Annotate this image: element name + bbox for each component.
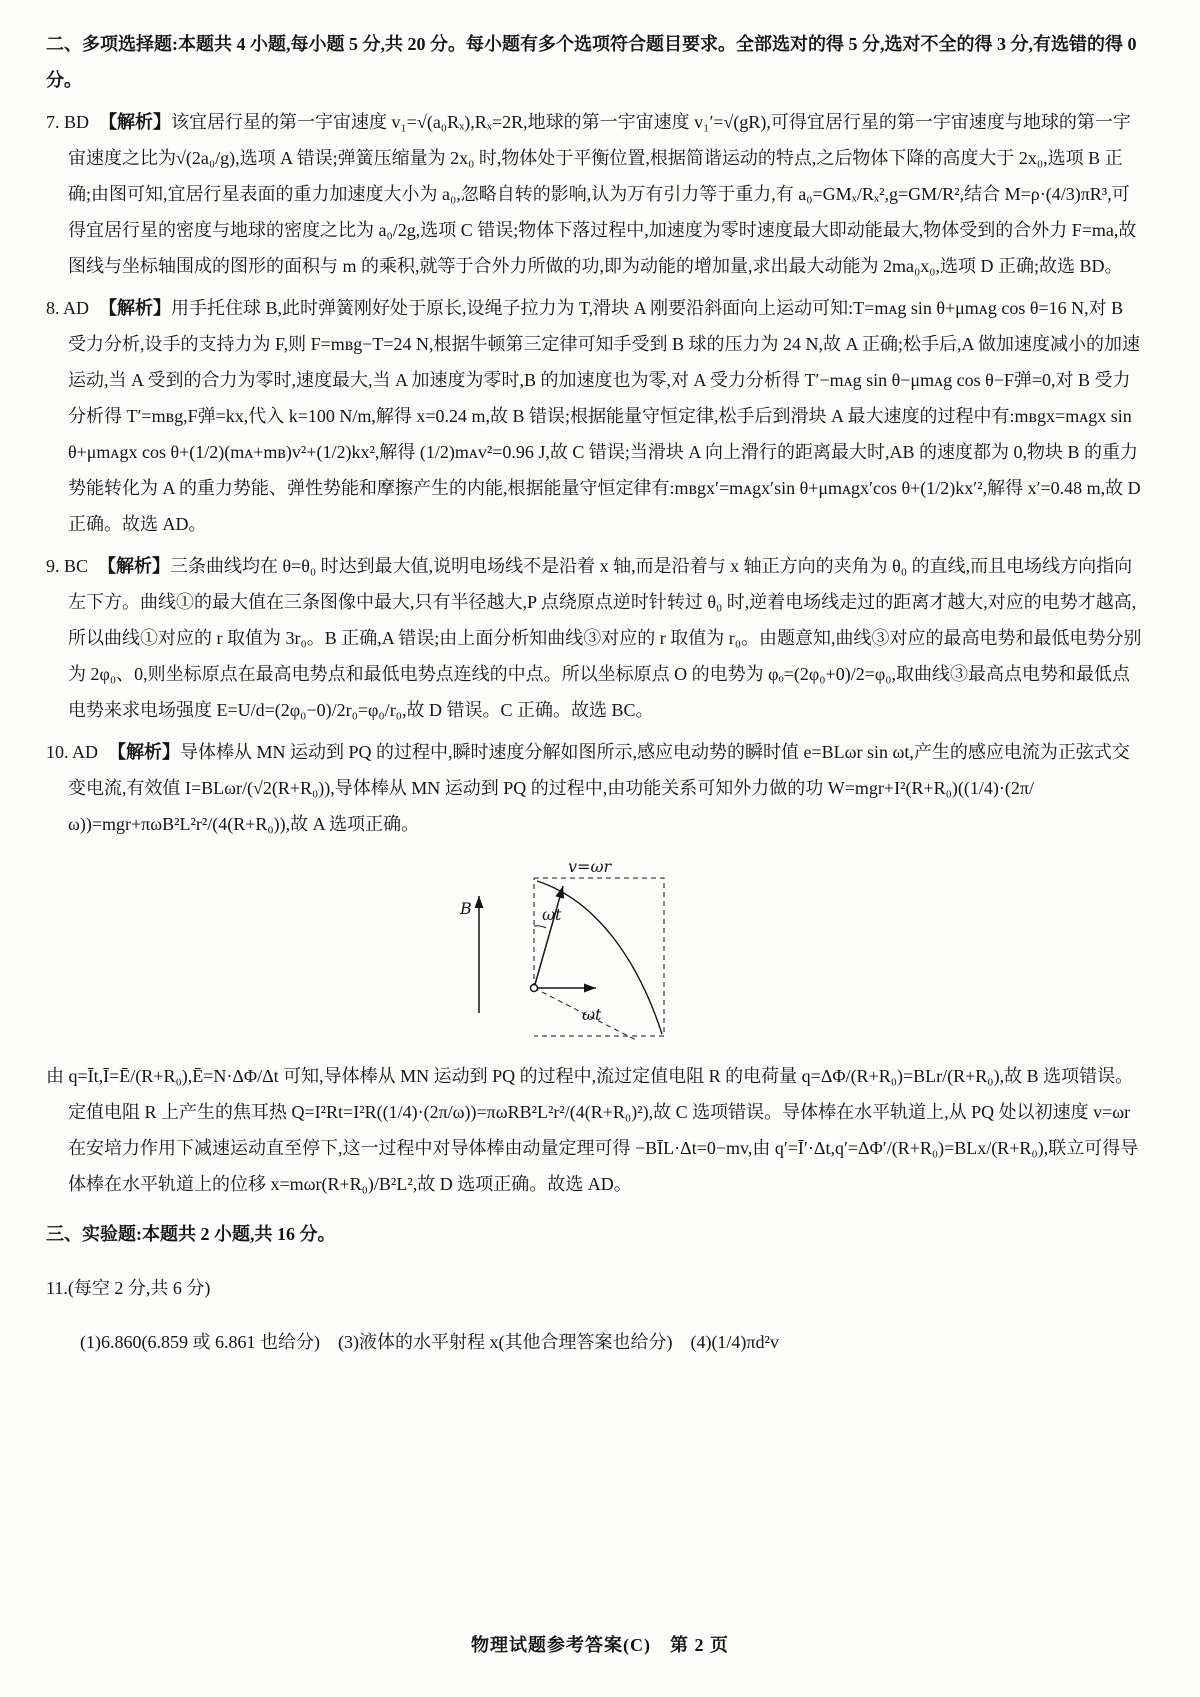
answer-7 <box>46 104 1142 284</box>
section-experiment-header: 三、实验题:本题共 2 小题,共 16 分。 <box>46 1224 336 1244</box>
velocity-decomposition-diagram <box>424 848 764 1048</box>
answer-9-body: 三条曲线均在 θ=θ₀ 时达到最大值,说明电场线不是沿着 x 轴,而是沿着与 x 轴正方向的夹角为 θ₀ 的直线,而且电场线方向指向左下方。曲线①的最大值在三条图像中最大,只有半径越大,P 点绕原点逆时针转过 θ₀ 时,逆着电场线走过的距离才越大,对应的电势才越高,所以曲线①对应的 r 取值为 3r₀。B 正确,A 错误;由上面分析知曲线③对应的 r 取值为 r₀。由题意知,曲线③对应的最高电势和最低电势分别为 2φ₀、0,则坐标原点在最高电势点和最低电势点连线的中点。所以坐标原点 O 的电势为 φₒ=(2φ₀+0)/2=φ₀,取曲线③最高点电势和最低点电势来求电场强度 E=U/d=(2φ₀−0)/2r₀=φ₀/r₀,故 D 错误。C 正确。故选 BC。 <box>68 556 1142 720</box>
answer-9-number: 9. BC <box>46 556 89 576</box>
answer-7-number: 7. BD <box>46 112 90 132</box>
section-multiple-choice-header: 二、多项选择题:本题共 4 小题,每小题 5 分,共 20 分。每小题有多个选项符合题目要求。全部选对的得 5 分,选对不全的得 3 分,有选错的得 0 分。 <box>46 34 1137 90</box>
answer-7-body: 该宜居行星的第一宇宙速度 v₁=√(a₀Rₓ),Rₓ=2R,地球的第一宇宙速度 v₁′=√(gR),可得宜居行星的第一宇宙速度与地球的第一宇宙速度之比为√(2a₀/g),选项 A 错误;弹簧压缩量为 2x₀ 时,物体处于平衡位置,根据简谐运动的特点,之后物体下降的高度大于 2x₀,选项 B 正确;由图可知,宜居行星表面的重力加速度大小为 a₀,忽略自转的影响,认为万有引力等于重力,有 a₀=GMₓ/Rₓ²,g=GM/R²,结合 M=ρ·(4/3)πR³,可得宜居行星的密度与地球的密度之比为 a₀/2g,选项 C 错误;物体下落过程中,加速度为零时速度最大即动能最大,物体受到的合外力 F=ma,故图线与坐标轴围成的图形的面积与 m 的乘积,就等于合外力所做的功,即为动能的增加量,求出最大动能为 2ma₀x₀,选项 D 正确;故选 BD。 <box>68 112 1137 276</box>
velocity-vector <box>534 886 563 988</box>
answer-10 <box>46 734 1142 842</box>
answer-8-analysis-label: 【解析】 <box>99 298 172 318</box>
answer-9 <box>46 548 1142 728</box>
answer-7-analysis-label: 【解析】 <box>99 112 172 132</box>
answer-10-analysis-label: 【解析】 <box>108 742 181 762</box>
question-11-answers: (1)6.860(6.859 或 6.861 也给分) (3)液体的水平射程 x(其他合理答案也给分) (4)(1/4)πd²v <box>80 1332 779 1352</box>
page-footer: 物理试题参考答案(C) 第 2 页 <box>471 1635 729 1655</box>
label-omega-t-upper: ωt <box>542 905 562 924</box>
question-11-head: 11.(每空 2 分,共 6 分) <box>46 1278 211 1298</box>
answer-10-body: 导体棒从 MN 运动到 PQ 的过程中,瞬时速度分解如图所示,感应电动势的瞬时值 e=BLωr sin ωt,产生的感应电流为正弦式交变电流,有效值 I=BLωr/(√2(R+R₀)),导体棒从 MN 运动到 PQ 的过程中,由功能关系可知外力做的功 W=mgr+I²(R+R₀)((1/4)·(2π/ω))=mgr+πωB²L²r²/(4(R+R₀)),故 A 选项正确。 <box>68 742 1130 834</box>
answer-8-number: 8. AD <box>46 298 90 318</box>
answer-8 <box>46 290 1142 542</box>
answer-10-number: 10. AD <box>46 742 99 762</box>
angle-arc-upper <box>534 926 546 928</box>
label-v-omega-r: v=ωr <box>568 857 612 876</box>
answer-8-body: 用手托住球 B,此时弹簧刚好处于原长,设绳子拉力为 T,滑块 A 刚要沿斜面向上运动可知:T=mᴀg sin θ+μmᴀg cos θ=16 N,对 B 受力分析,设手的支持力为 F,则 F=mʙg−T=24 N,根据牛顿第三定律可知手受到 B 球的压力为 24 N,故 A 正确;松手后,A 做加速度减小的加速运动,当 A 受到的合力为零时,速度最大,当 A 加速度为零时,B 的加速度也为零,对 A 受力分析得 T′−mᴀg sin θ−μmᴀg cos θ−F弹=0,对 B 受力分析得 T′=mʙg,F弹=kx,代入 k=100 N/m,解得 x=0.24 m,故 B 错误;根据能量守恒定律,松手后到滑块 A 最大速度的过程中有:mʙgx=mᴀgx sin θ+μmᴀgx cos θ+(1/2)(mᴀ+mʙ)v²+(1/2)kx²,解得 (1/2)mᴀv²=0.96 J,故 C 错误;当滑块 A 向上滑行的距离最大时,AB 的速度都为 0,物块 B 的重力势能转化为 A 的重力势能、弹性势能和摩擦产生的内能,根据能量守恒定律有:mʙgx′=mᴀgx′sin θ+μmᴀgx′cos θ+(1/2)kx′²,解得 x′=0.48 m,故 D 正确。故选 AD。 <box>68 298 1141 534</box>
origin-point <box>531 985 538 992</box>
answer-9-analysis-label: 【解析】 <box>98 556 171 576</box>
label-omega-t-lower: ωt <box>582 1005 602 1024</box>
velocity-decomposition-figure <box>46 848 1142 1048</box>
label-B: B <box>460 899 472 918</box>
answer-10-continued: 由 q=Īt,Ī=Ē/(R+R₀),Ē=N·ΔΦ/Δt 可知,导体棒从 MN 运动到 PQ 的过程中,流过定值电阻 R 的电荷量 q=ΔΦ/(R+R₀)=BLr/(R+R₀),故 B 选项错误。定值电阻 R 上产生的焦耳热 Q=I²Rt=I²R((1/4)·(2π/ω))=πωRB²L²r²/(4(R+R₀)²),故 C 选项错误。导体棒在水平轨道上,从 PQ 处以初速度 v=ωr 在安培力作用下减速运动直至停下,这一过程中对导体棒由动量定理可得 −BĪL·Δt=0−mv,由 q′=Ī′·Δt,q′=ΔΦ′/(R+R₀)=BLx/(R+R₀),联立可得导体棒在水平轨道上的位移 x=mωr(R+R₀)/B²L²,故 D 选项正确。故选 AD。 <box>46 1066 1139 1194</box>
